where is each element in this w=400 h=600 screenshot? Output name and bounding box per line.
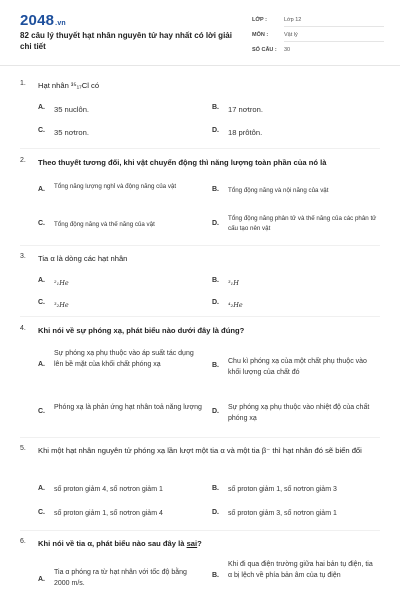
option-letter: A. — [38, 186, 45, 193]
divider — [20, 530, 380, 531]
option-letter: B. — [212, 186, 219, 193]
logo-suffix: .vn — [55, 20, 66, 27]
option-text: 17 nơtron. — [228, 105, 263, 114]
option-letter: C. — [38, 127, 45, 134]
question-text: Khi một hạt nhân nguyên tử phóng xạ lần lượt một tia α và một tia β⁻ thì hạt nhân đó sẽ biến đổi — [38, 446, 362, 455]
document-header — [0, 0, 400, 66]
option-text: 35 nuclôn. — [54, 105, 90, 114]
question-number: 4. — [20, 325, 26, 332]
question-number: 5. — [20, 445, 26, 452]
question-number: 1. — [20, 80, 26, 87]
question-3 — [20, 253, 385, 315]
option-text: Sự phóng xạ phụ thuộc vào nhiệt độ của chất phóng xạ — [228, 404, 370, 422]
option-letter: D. — [212, 220, 219, 227]
question-1 — [20, 80, 385, 142]
option-text: số proton giảm 3, số nơtron giảm 1 — [228, 510, 337, 517]
question-text: Theo thuyết tương đối, khi vật chuyển động thì năng lượng toàn phần của nó là — [38, 158, 327, 167]
subject-value: Vật lý — [284, 32, 298, 38]
question-text-prefix: Khi nói về tia α, phát biểu nào sau đây là — [38, 539, 187, 548]
option-letter: C. — [38, 299, 45, 306]
option-letter: A. — [38, 361, 45, 368]
option-letter: A. — [38, 485, 45, 492]
question-2 — [20, 157, 385, 242]
count-value: 30 — [284, 47, 291, 53]
option-text: 35 nơtron. — [54, 128, 89, 137]
option-letter: C. — [38, 509, 45, 516]
option-text: 18 prôtôn. — [228, 128, 263, 137]
option-text: ⁴₂He — [228, 301, 243, 309]
option-text: Khi đi qua điện trường giữa hai bản tụ điện, tia α bị lệch về phía bản âm của tụ điện — [228, 561, 373, 579]
divider — [20, 148, 380, 149]
option-letter: D. — [212, 127, 219, 134]
option-text: Sự phóng xạ phụ thuộc vào áp suất tác dụng lên bề mặt của khối chất phóng xạ — [54, 350, 194, 368]
option-letter: B. — [212, 362, 219, 369]
option-text: Tổng động năng và thế năng của vật — [54, 221, 155, 228]
option-text: số proton giảm 1, số nơtron giảm 4 — [54, 510, 163, 517]
divider — [284, 26, 384, 27]
logo-main: 2048 — [20, 12, 55, 29]
option-letter: B. — [212, 485, 219, 492]
question-4 — [20, 325, 385, 435]
question-number: 3. — [20, 253, 26, 260]
option-text: Phóng xạ là phản ứng hạt nhân toả năng lượng — [54, 404, 202, 411]
option-letter: C. — [38, 220, 45, 227]
subject-label: MÔN : — [252, 32, 269, 38]
count-label: SỐ CÂU : — [252, 47, 277, 53]
question-text-suffix: ? — [197, 539, 202, 548]
option-letter: D. — [212, 509, 219, 516]
question-text: Hạt nhân ³⁵₁₇Cl có — [38, 81, 100, 90]
option-letter: C. — [38, 408, 45, 415]
question-number: 6. — [20, 538, 26, 545]
option-letter: A. — [38, 104, 45, 111]
option-text: Tổng năng lượng nghỉ và động năng của vật — [54, 183, 177, 190]
question-6 — [20, 538, 385, 600]
option-text: số proton giảm 4, số nơtron giảm 1 — [54, 486, 163, 493]
option-text: Chu kì phóng xạ của một chất phụ thuộc vào khối lượng của chất đó — [228, 358, 367, 376]
question-text: Khi nói về sự phóng xạ, phát biểu nào dưới đây là đúng? — [38, 326, 245, 335]
option-letter: A. — [38, 277, 45, 284]
option-text: ³₂He — [54, 301, 69, 309]
question-text-emphasis: sai — [186, 539, 198, 548]
site-logo[interactable] — [20, 12, 66, 29]
question-number: 2. — [20, 157, 26, 164]
option-text: Tổng động năng phân tử và thế năng của các phân tử cấu tạo nên vật — [228, 215, 377, 232]
option-text: Tổng động năng và nội năng của vật — [228, 187, 329, 194]
divider — [20, 316, 380, 317]
option-letter: A. — [38, 576, 45, 583]
divider — [20, 437, 380, 438]
option-text: Tia α phóng ra từ hạt nhân với tốc độ bằng 2000 m/s. — [54, 569, 187, 587]
option-letter: B. — [212, 277, 219, 284]
question-5 — [20, 445, 385, 525]
question-text: Tia α là dòng các hạt nhân — [38, 254, 128, 263]
option-letter: B. — [212, 104, 219, 111]
divider — [284, 41, 384, 42]
option-letter: B. — [212, 572, 219, 579]
option-text: số proton giảm 1, số nơtron giảm 3 — [228, 486, 337, 493]
class-value: Lớp 12 — [284, 17, 302, 23]
divider — [20, 245, 380, 246]
option-letter: D. — [212, 299, 219, 306]
document-title: 82 câu lý thuyết hạt nhân nguyên tử hay nhất có lời giải chi tiết — [20, 31, 232, 51]
question-text — [38, 538, 386, 550]
class-label: LỚP : — [252, 17, 267, 23]
option-text: ²₁He — [54, 279, 69, 287]
option-letter: D. — [212, 408, 219, 415]
option-text: ³₁H — [228, 279, 239, 287]
